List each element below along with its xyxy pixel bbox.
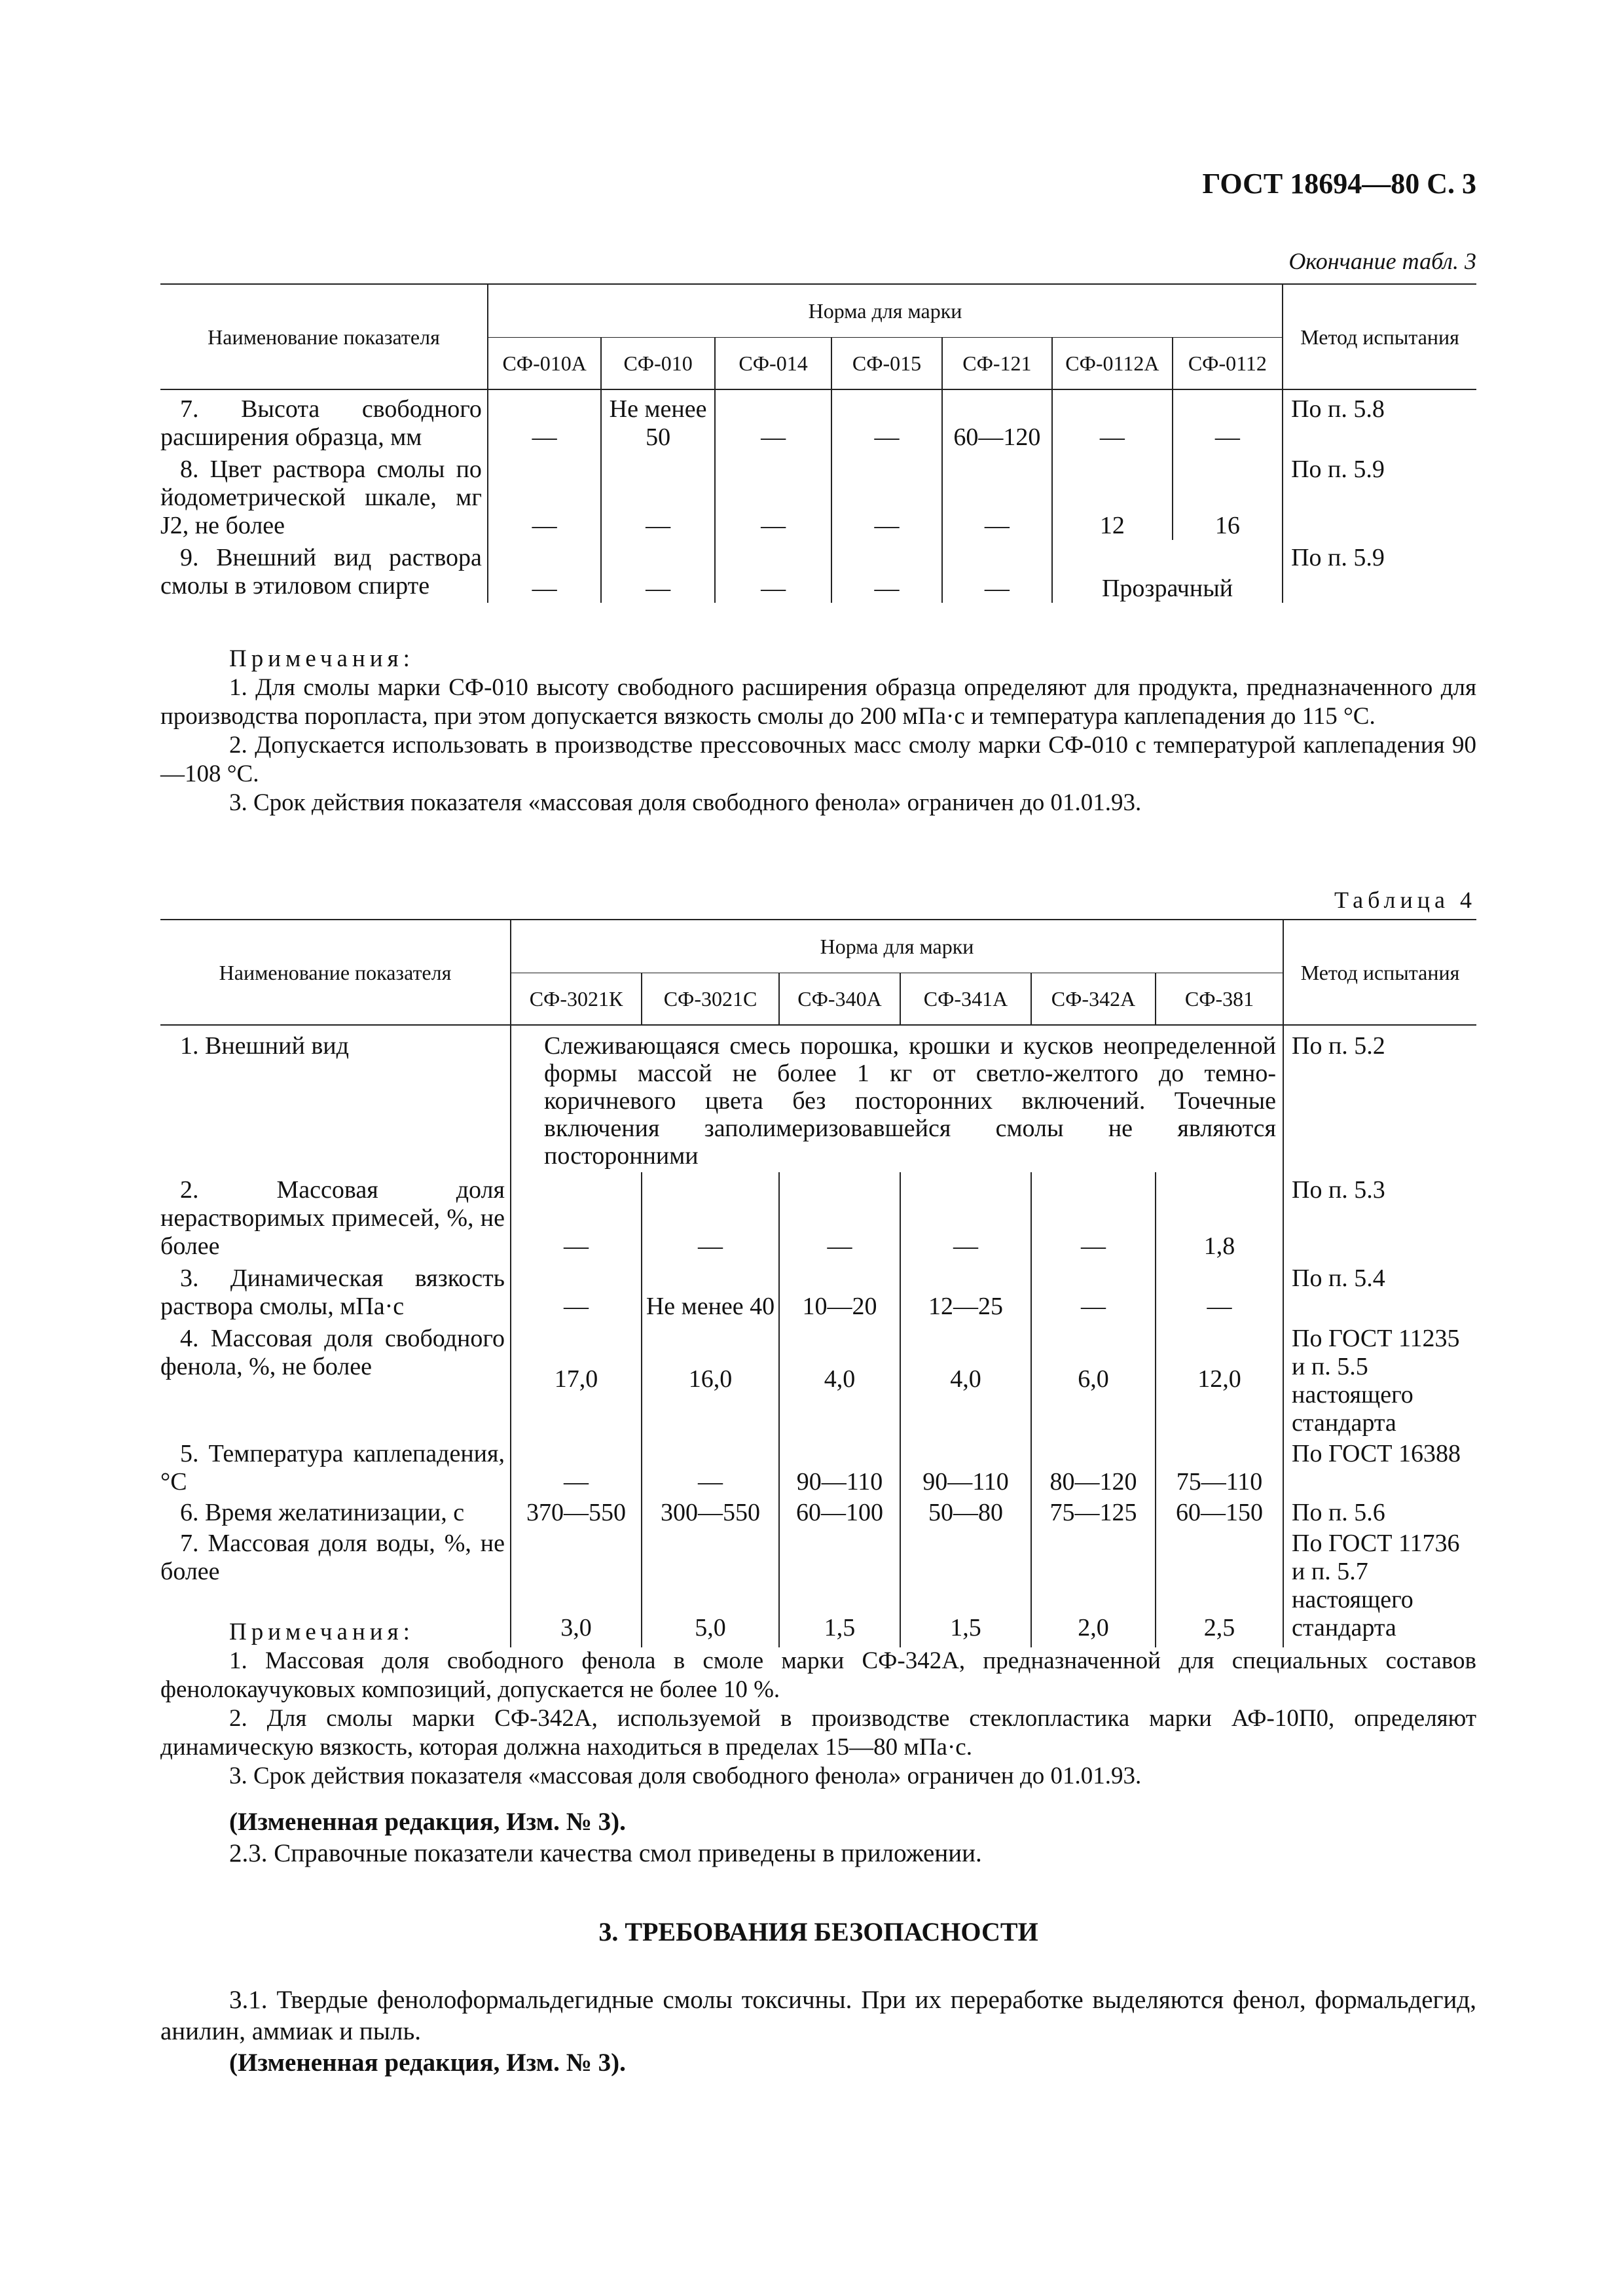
grade-header: СФ-014 xyxy=(715,338,832,390)
col-method-header: Метод испытания xyxy=(1283,920,1476,1025)
cell: 300—550 xyxy=(642,1496,779,1527)
cell: 60—150 xyxy=(1156,1496,1283,1527)
notes-title: Примечания: xyxy=(229,645,414,672)
cell: 4,0 xyxy=(900,1321,1031,1437)
method-cell: По ГОСТ 11736 и п. 5.7 настоящего стандарта xyxy=(1292,1530,1460,1641)
notes-table-4 xyxy=(160,1618,1476,1791)
grade-header: СФ-0112 xyxy=(1173,338,1283,390)
cell: — xyxy=(942,452,1052,540)
cell: 3,0 xyxy=(511,1527,642,1642)
note-item: 2. Для смолы марки СФ-342А, используемой в производстве стеклопластика марки АФ-10П0, определяют динамическую вязкость, которая должна находиться в пределах 15—80 мПа·с. xyxy=(160,1705,1476,1761)
col-name-header: Наименование показателя xyxy=(160,284,488,389)
cell: — xyxy=(715,389,832,452)
cell: 2,5 xyxy=(1156,1527,1283,1642)
table4-caption: Таблица 4 xyxy=(1334,887,1476,913)
cell: — xyxy=(488,540,601,603)
section-title: 3. ТРЕБОВАНИЯ БЕЗОПАСНОСТИ xyxy=(598,1917,1038,1946)
cell: 90—110 xyxy=(779,1437,900,1496)
cell: — xyxy=(488,452,601,540)
row-name: 7. Массовая доля воды, %, не более xyxy=(160,1527,511,1642)
amendment-note: (Измененная редакция, Изм. № 3). xyxy=(229,2049,626,2077)
notes-table-3 xyxy=(160,645,1476,817)
cell: 1,5 xyxy=(779,1527,900,1642)
cell: — xyxy=(1156,1261,1283,1321)
cell: — xyxy=(942,540,1052,603)
grade-header: СФ-121 xyxy=(942,338,1052,390)
amendments-block xyxy=(160,1806,1476,1869)
grade-header: СФ-0112А xyxy=(1052,338,1173,390)
grade-header: СФ-015 xyxy=(831,338,941,390)
cell: — xyxy=(831,540,941,603)
cell: — xyxy=(1031,1261,1156,1321)
note-item: 1. Массовая доля свободного фенола в смоле марки СФ-342А, предназначенной для специальных составов фенолокаучуковых композиций, допускается не более 10 %. xyxy=(160,1647,1476,1703)
method-cell: По п. 5.4 xyxy=(1292,1265,1385,1292)
cell: Не менее 40 xyxy=(642,1261,779,1321)
cell: 5,0 xyxy=(642,1527,779,1642)
table-row xyxy=(160,1025,1476,1172)
cell: — xyxy=(715,540,832,603)
cell: — xyxy=(779,1172,900,1261)
cell: — xyxy=(831,389,941,452)
cell: — xyxy=(642,1172,779,1261)
cell: — xyxy=(601,452,714,540)
cell: 12—25 xyxy=(900,1261,1031,1321)
method-cell: По п. 5.2 xyxy=(1292,1032,1385,1060)
cell: 2,0 xyxy=(1031,1527,1156,1642)
row-name: 4. Массовая доля свободного фенола, %, не более xyxy=(160,1321,511,1437)
col-method-header: Метод испытания xyxy=(1283,284,1476,389)
table-4 xyxy=(160,919,1476,1647)
note-item: 3. Срок действия показателя «массовая доля свободного фенола» ограничен до 01.01.93. xyxy=(229,789,1142,816)
method-cell: По п. 5.9 xyxy=(1291,544,1385,571)
notes-title: Примечания: xyxy=(229,1619,414,1645)
table-row xyxy=(160,1496,1476,1527)
section-3-body xyxy=(160,1984,1476,2079)
note-item: 1. Для смолы марки СФ-010 высоту свободного расширения образца определяют для продукта, предназначенного для производства поропласта, при этом допускается вязкость смолы до 200 мПа·с и температура каплепадения до 115 °С. xyxy=(160,674,1476,730)
table-row xyxy=(160,1261,1476,1321)
grade-header: СФ-010 xyxy=(601,338,714,390)
cell: — xyxy=(488,389,601,452)
cell: — xyxy=(1052,389,1173,452)
table3-caption: Окончание табл. 3 xyxy=(1288,248,1476,274)
cell: — xyxy=(511,1437,642,1496)
cell: 370—550 xyxy=(511,1496,642,1527)
row-name: 8. Цвет раствора смолы по йодометрической шкале, мг J2, не более xyxy=(160,452,488,540)
cell: 12,0 xyxy=(1156,1321,1283,1437)
table-row xyxy=(160,1437,1476,1496)
col-group-header: Норма для марки xyxy=(511,920,1283,973)
col-group-header: Норма для марки xyxy=(488,284,1283,338)
grade-header: СФ-3021К xyxy=(511,973,642,1026)
cell: 4,0 xyxy=(779,1321,900,1437)
grade-header: СФ-342А xyxy=(1031,973,1156,1026)
paragraph-3-1: 3.1. Твердые фенолоформальдегидные смолы токсичны. При их переработке выделяются фенол, формальдегид, анилин, аммиак и пыль. xyxy=(160,1986,1476,2045)
note-item: 2. Допускается использовать в производстве прессовочных масс смолу марки СФ-010 с температурой каплепадения 90—108 °С. xyxy=(160,732,1476,787)
table-3 xyxy=(160,283,1476,603)
paragraph-2-3: 2.3. Справочные показатели качества смол приведены в приложении. xyxy=(229,1839,982,1867)
method-cell: По ГОСТ 16388 xyxy=(1292,1440,1461,1467)
cell: — xyxy=(715,452,832,540)
cell: 60—120 xyxy=(942,389,1052,452)
grade-header: СФ-010А xyxy=(488,338,601,390)
method-cell: По п. 5.9 xyxy=(1291,456,1385,483)
grade-header: СФ-341А xyxy=(900,973,1031,1026)
cell: — xyxy=(511,1261,642,1321)
cell: — xyxy=(511,1172,642,1261)
cell: 50—80 xyxy=(900,1496,1031,1527)
cell: 80—120 xyxy=(1031,1437,1156,1496)
appearance-text: Слеживающаяся смесь порошка, крошки и кусков неопределенной формы массой не более 1 кг от светло-желтого до темно-коричневого цвета без посторонних включений. Точечные включения заполимеризовавшейся смолы не являются посторонними xyxy=(511,1025,1283,1172)
row-name: 6. Время желатинизации, с xyxy=(160,1496,511,1527)
cell: — xyxy=(900,1172,1031,1261)
col-name-header: Наименование показателя xyxy=(160,920,511,1025)
cell: 75—110 xyxy=(1156,1437,1283,1496)
grade-header: СФ-3021С xyxy=(642,973,779,1026)
cell: 17,0 xyxy=(511,1321,642,1437)
page-header: ГОСТ 18694—80 С. 3 xyxy=(1202,168,1476,200)
cell: 16 xyxy=(1173,452,1283,540)
row-name: 7. Высота свободного расширения образца, мм xyxy=(160,389,488,452)
table-row xyxy=(160,1172,1476,1261)
cell: 1,8 xyxy=(1156,1172,1283,1261)
cell: 75—125 xyxy=(1031,1496,1156,1527)
method-cell: По п. 5.6 xyxy=(1292,1499,1385,1526)
grade-header: СФ-381 xyxy=(1156,973,1283,1026)
amendment-note: (Измененная редакция, Изм. № 3). xyxy=(229,1808,626,1836)
row-name: 3. Динамическая вязкость раствора смолы, мПа·с xyxy=(160,1261,511,1321)
row-name: 5. Температура каплепадения, °С xyxy=(160,1437,511,1496)
cell: 1,5 xyxy=(900,1527,1031,1642)
grade-header: СФ-340А xyxy=(779,973,900,1026)
table-row xyxy=(160,1321,1476,1437)
table-row xyxy=(160,540,1476,603)
row-name: 1. Внешний вид xyxy=(160,1025,511,1172)
method-cell: По п. 5.8 xyxy=(1291,395,1385,423)
cell: — xyxy=(1031,1172,1156,1261)
cell: — xyxy=(601,540,714,603)
row-name: 9. Внешний вид раствора смолы в этиловом спирте xyxy=(160,540,488,603)
cell: 90—110 xyxy=(900,1437,1031,1496)
cell: Не менее 50 xyxy=(601,389,714,452)
cell: — xyxy=(831,452,941,540)
table-row xyxy=(160,452,1476,540)
method-cell: По п. 5.3 xyxy=(1292,1176,1385,1204)
cell: — xyxy=(1173,389,1283,452)
span-cell: Прозрачный xyxy=(1052,540,1283,603)
row-name: 2. Массовая доля нерастворимых примесей, %, не более xyxy=(160,1172,511,1261)
table-row xyxy=(160,389,1476,452)
cell: 60—100 xyxy=(779,1496,900,1527)
method-cell: По ГОСТ 11235 и п. 5.5 настоящего стандарта xyxy=(1292,1325,1460,1437)
cell: — xyxy=(642,1437,779,1496)
cell: 16,0 xyxy=(642,1321,779,1437)
cell: 12 xyxy=(1052,452,1173,540)
cell: 10—20 xyxy=(779,1261,900,1321)
cell: 6,0 xyxy=(1031,1321,1156,1437)
note-item: 3. Срок действия показателя «массовая доля свободного фенола» ограничен до 01.01.93. xyxy=(229,1763,1142,1789)
